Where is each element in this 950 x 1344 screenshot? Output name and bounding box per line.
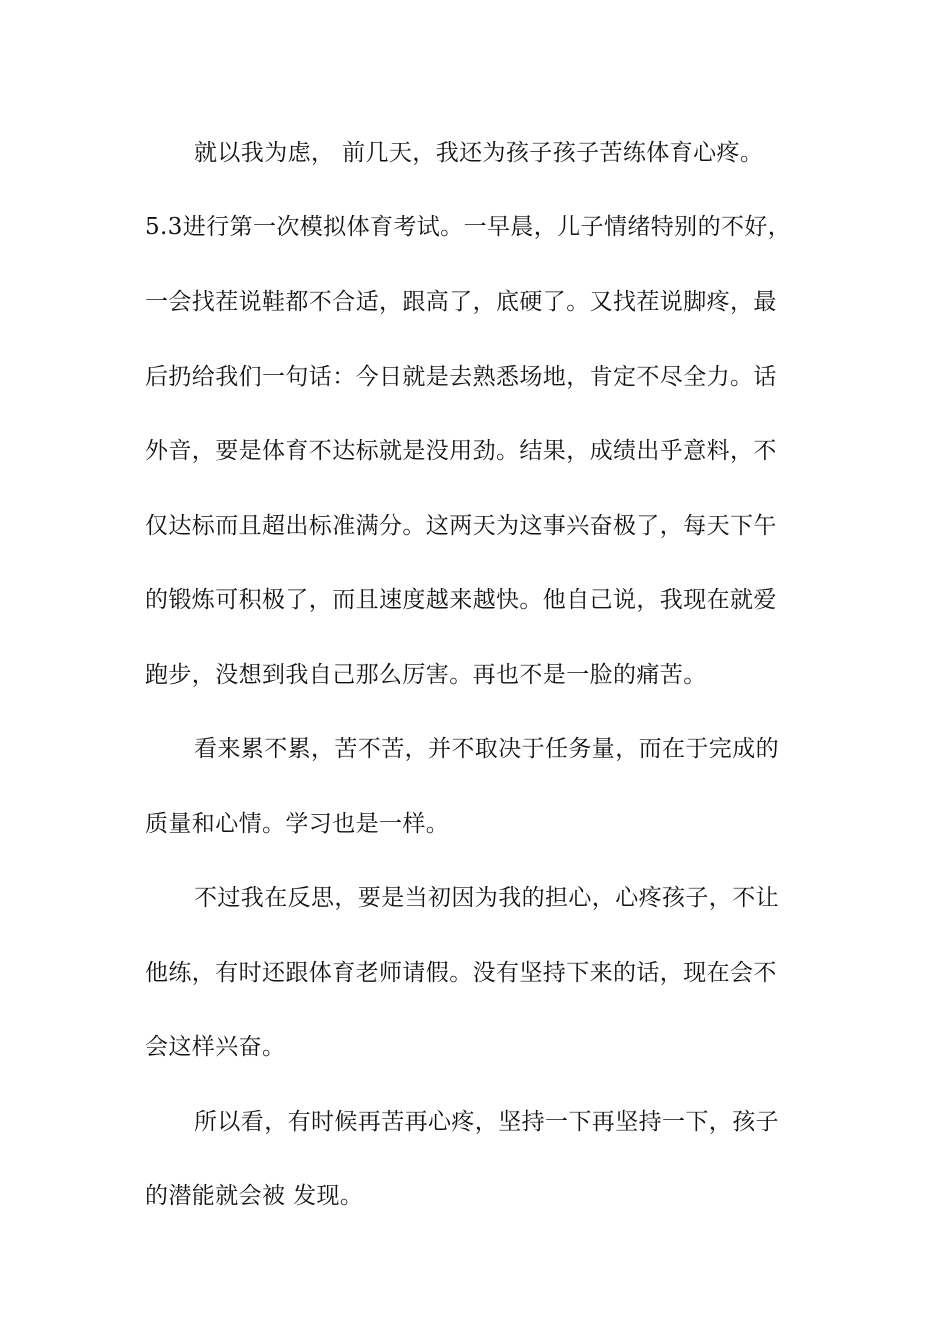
text-line: 5.3进行第一次模拟体育考试。一早晨，儿子情绪特别的不好，	[145, 214, 792, 240]
text-line: 会这样兴奋。	[145, 1034, 286, 1060]
text-line: 外音，要是体育不达标就是没用劲。结果，成绩出乎意料，不	[145, 438, 777, 464]
text-line: 他练，有时还跟体育老师请假。没有坚持下来的话，现在会不	[145, 960, 777, 986]
text-line: 的锻炼可积极了，而且速度越来越快。他自己说，我现在就爱	[145, 587, 777, 613]
text-line: 后扔给我们一句话：今日就是去熟悉场地，肯定不尽全力。话	[145, 364, 777, 390]
text-line: 不过我在反思，要是当初因为我的担心，心疼孩子，不让	[194, 885, 779, 911]
text-line: 所以看，有时候再苦再心疼，坚持一下再坚持一下，孩子	[194, 1109, 779, 1135]
text-line: 仅达标而且超出标准满分。这两天为这事兴奋极了，每天下午	[145, 513, 777, 539]
text-line: 质量和心情。学习也是一样。	[145, 811, 450, 837]
text-line: 一会找茬说鞋都不合适，跟高了，底硬了。又找茬说脚疼，最	[145, 289, 777, 315]
text-line: 跑步，没想到我自己那么厉害。再也不是一脸的痛苦。	[145, 662, 707, 688]
text-line: 的潜能就会被 发现。	[145, 1183, 364, 1209]
text-line: 看来累不累，苦不苦，并不取决于任务量，而在于完成的	[194, 736, 779, 762]
text-line: 就以我为虑， 前几天，我还为孩子孩子苦练体育心疼。	[194, 140, 764, 166]
